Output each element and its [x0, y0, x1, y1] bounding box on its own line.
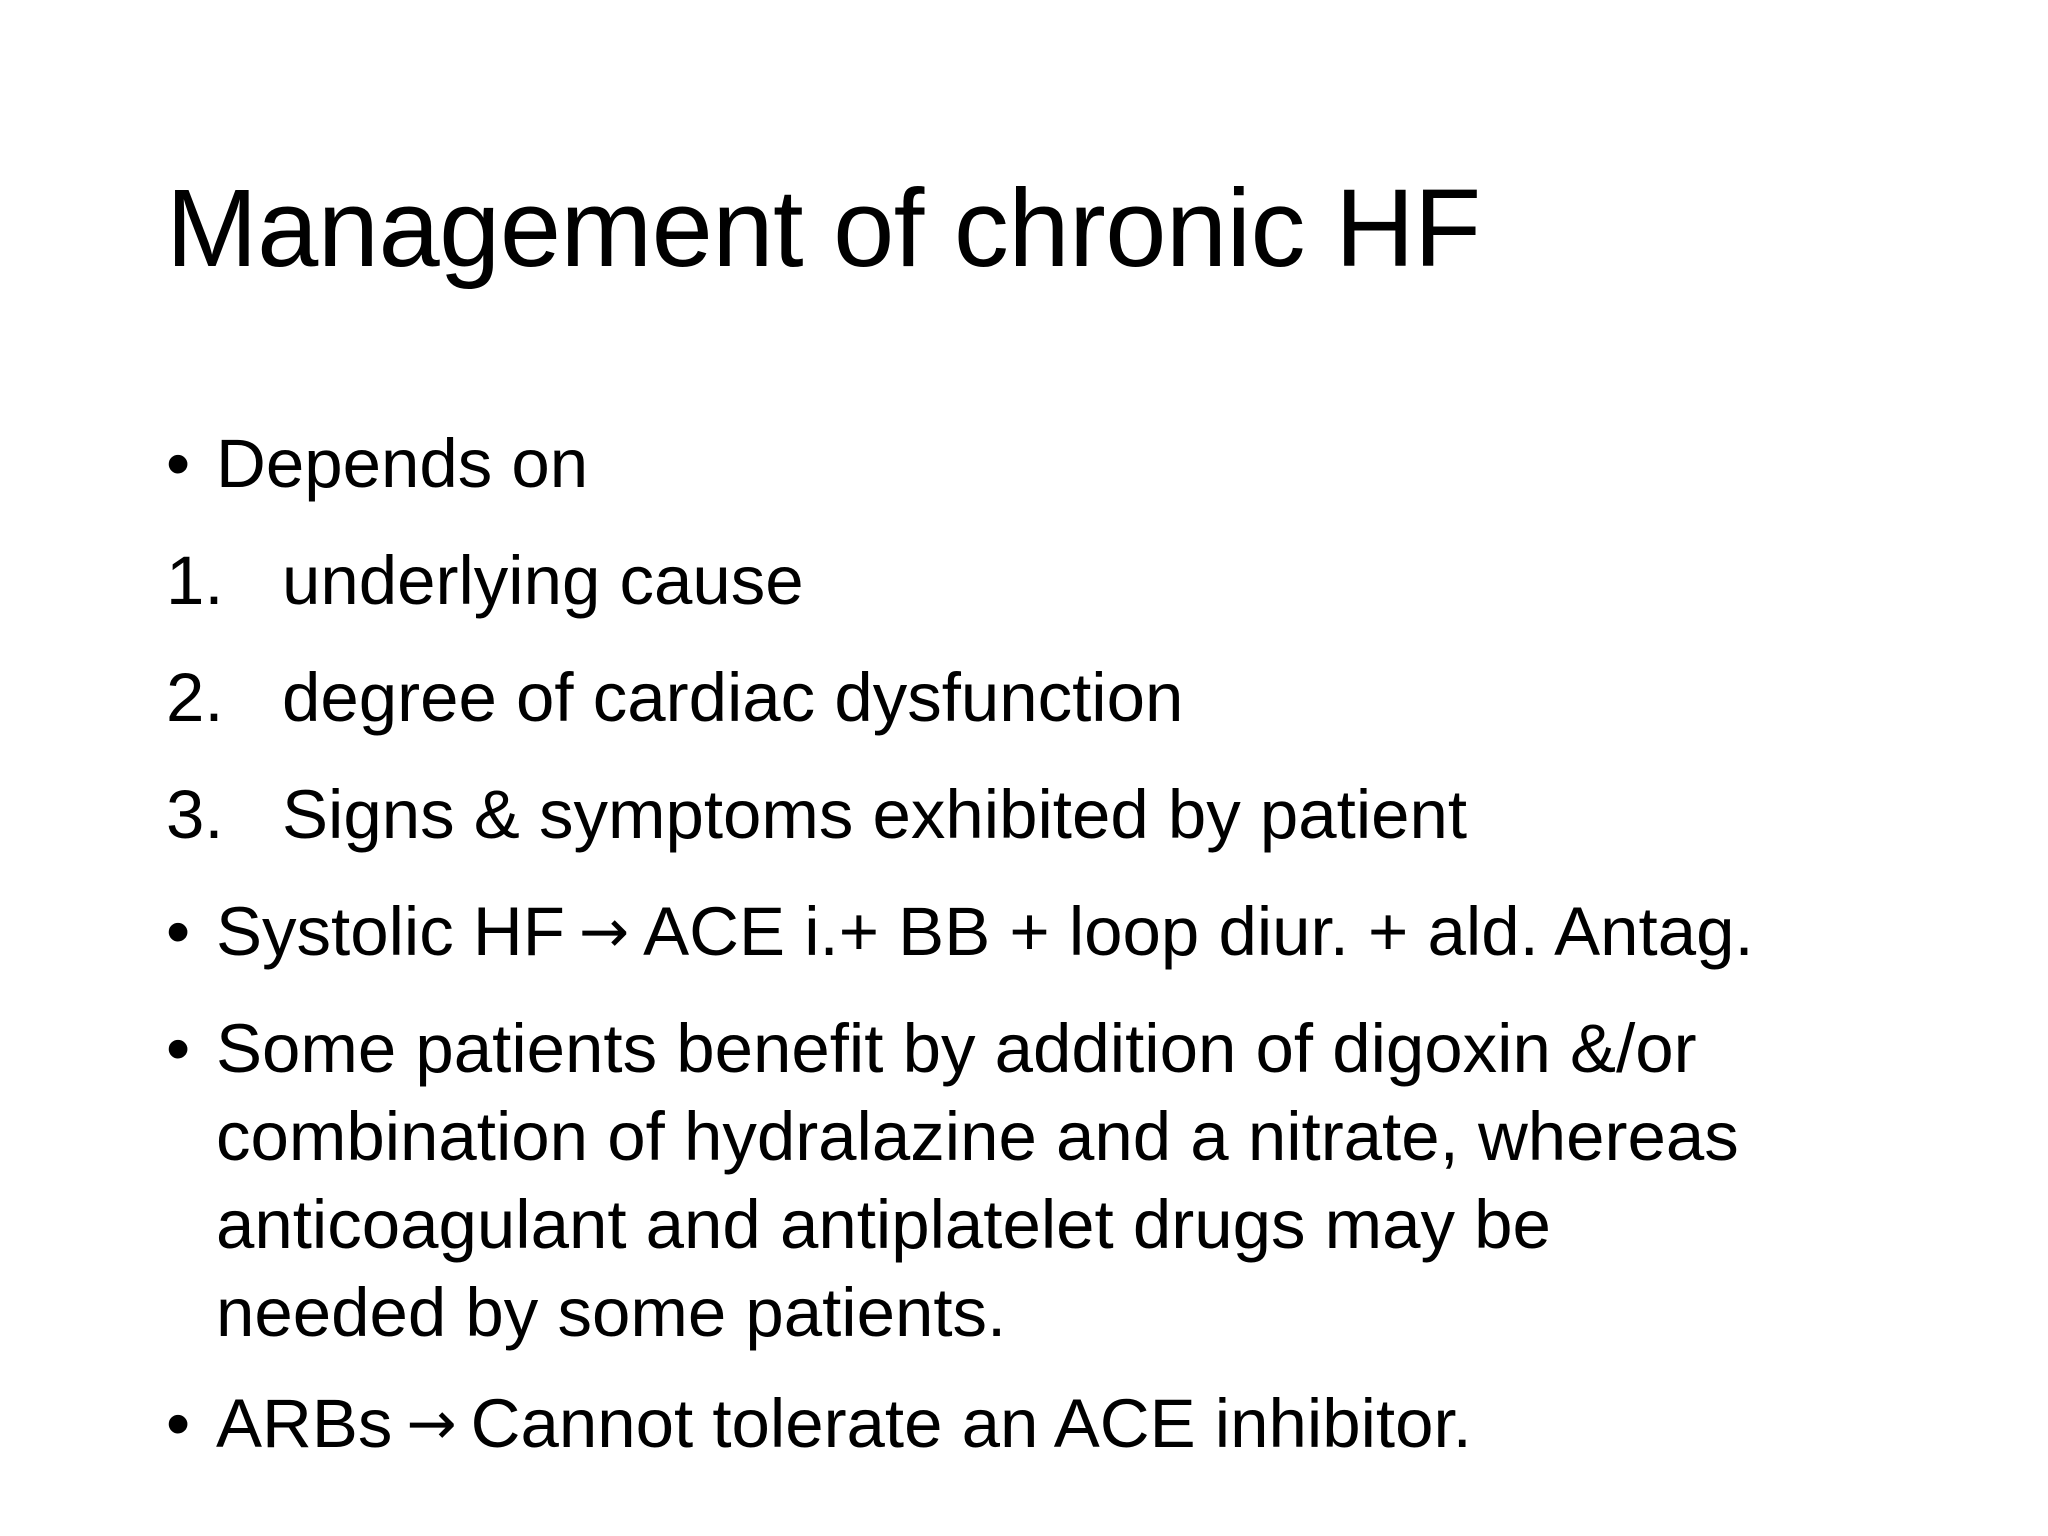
list-item-systolic-hf — [216, 888, 1754, 979]
number-marker: 2. — [166, 659, 224, 736]
paragraph-line: combination of hydralazine and a nitrate, whereas — [216, 1098, 1739, 1175]
bullet-marker: • — [166, 425, 191, 502]
systolic-hf-label: Systolic HF — [216, 893, 565, 970]
paragraph-line: anticoagulant and antiplatelet drugs may be — [216, 1186, 1551, 1263]
bullet-marker: • — [166, 893, 191, 970]
paragraph-line: Some patients benefit by addition of digoxin &/or — [216, 1010, 1697, 1087]
slide-title: Management of chronic HF — [166, 167, 1481, 290]
arbs-label: ARBs — [216, 1385, 393, 1462]
list-item-cardiac-dysfunction: degree of cardiac dysfunction — [282, 659, 1184, 736]
list-item-signs-symptoms: Signs & symptoms exhibited by patient — [282, 776, 1468, 853]
right-arrow-icon: → — [406, 1389, 457, 1459]
list-item-depends-on: Depends on — [216, 425, 589, 502]
list-item-arbs — [216, 1380, 1472, 1471]
number-marker: 1. — [166, 542, 224, 619]
right-arrow-icon: → — [578, 897, 630, 967]
list-item-underlying-cause: underlying cause — [282, 542, 804, 619]
bullet-marker: • — [166, 1385, 191, 1462]
systolic-hf-treatment: ACE i.+ BB + loop diur. + ald. Antag. — [643, 893, 1754, 970]
paragraph-line: needed by some patients. — [216, 1274, 1007, 1351]
bullet-marker: • — [166, 1010, 191, 1087]
arbs-description: Cannot tolerate an ACE inhibitor. — [470, 1385, 1472, 1462]
list-item-some-patients — [216, 1005, 1739, 1357]
number-marker: 3. — [166, 776, 224, 853]
